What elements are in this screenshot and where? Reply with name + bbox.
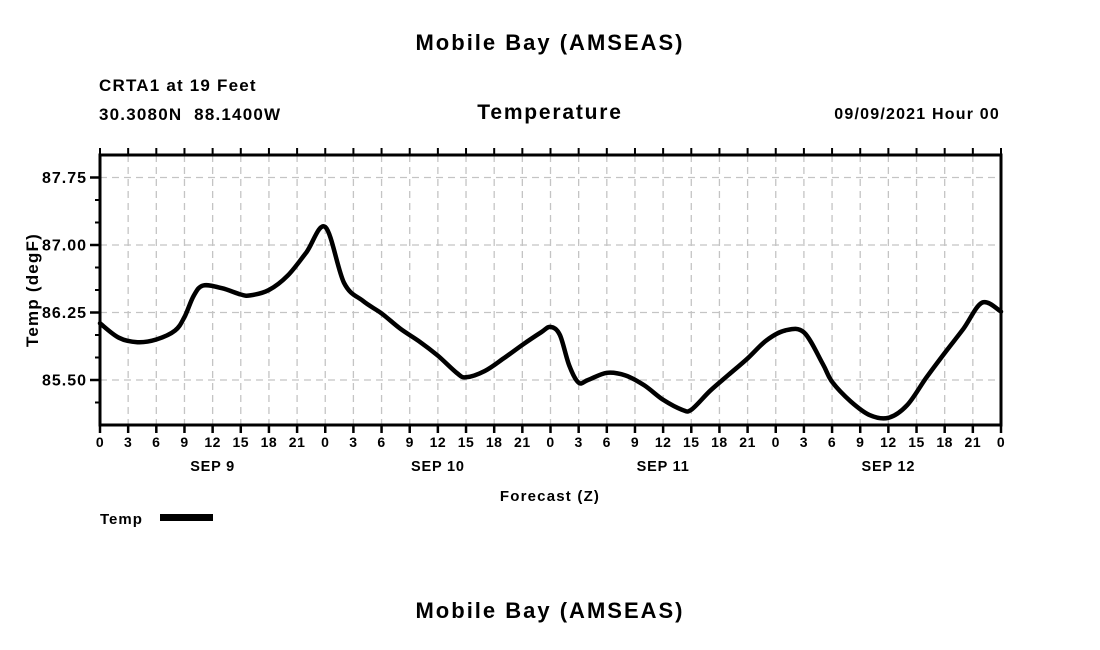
x-tick-label: 0 bbox=[546, 434, 555, 450]
x-tick-label: 18 bbox=[485, 434, 503, 450]
day-label: SEP 10 bbox=[411, 459, 465, 475]
y-tick-label: 87.75 bbox=[41, 170, 87, 187]
x-tick-label: 9 bbox=[630, 434, 640, 450]
x-tick-label: 0 bbox=[771, 434, 780, 450]
bottom-title: Mobile Bay (AMSEAS) bbox=[415, 598, 685, 623]
x-tick-label: 21 bbox=[964, 434, 982, 450]
legend bbox=[100, 511, 213, 528]
x-tick-label: 6 bbox=[152, 434, 161, 450]
x-tick-label: 0 bbox=[321, 434, 330, 450]
x-tick-label: 0 bbox=[95, 434, 105, 450]
x-tick-label: 18 bbox=[711, 434, 728, 450]
station-label: CRTA1 at 19 Feet bbox=[99, 76, 257, 95]
day-label: SEP 11 bbox=[636, 459, 690, 475]
x-tick-label: 15 bbox=[232, 434, 250, 450]
x-tick-label: 18 bbox=[936, 434, 953, 450]
y-tick-label: 85.50 bbox=[41, 372, 87, 390]
x-tick-label: 3 bbox=[799, 434, 809, 450]
y-tick-label: 87.00 bbox=[41, 237, 87, 255]
x-tick-label: 3 bbox=[349, 434, 358, 450]
y-tick-label: 86.25 bbox=[41, 305, 87, 322]
coordinates-label: 30.3080N 88.1400W bbox=[99, 105, 282, 124]
x-tick-label: 3 bbox=[124, 434, 133, 450]
x-tick-label: 9 bbox=[405, 434, 414, 450]
x-tick-label: 21 bbox=[514, 434, 531, 450]
day-label: SEP 12 bbox=[861, 459, 916, 475]
legend-line-swatch bbox=[160, 514, 213, 521]
x-tick-label: 21 bbox=[739, 434, 756, 450]
x-tick-label: 6 bbox=[377, 434, 386, 450]
x-tick-label: 15 bbox=[682, 434, 700, 450]
x-tick-label: 6 bbox=[602, 434, 611, 450]
x-axis-title: Forecast (Z) bbox=[499, 488, 601, 505]
x-tick-label: 12 bbox=[654, 434, 672, 450]
x-tick-label: 9 bbox=[856, 434, 865, 450]
legend-label: Temp bbox=[100, 511, 143, 528]
chart-title: Temperature bbox=[477, 101, 623, 124]
x-tick-label: 0 bbox=[996, 434, 1006, 450]
x-tick-label: 12 bbox=[880, 434, 897, 450]
x-tick-label: 12 bbox=[204, 434, 221, 450]
y-axis-title: Temp (degF) bbox=[23, 233, 42, 347]
x-tick-label: 9 bbox=[180, 434, 189, 450]
x-tick-label: 21 bbox=[288, 434, 306, 450]
x-tick-label: 6 bbox=[827, 434, 837, 450]
day-label: SEP 9 bbox=[190, 459, 236, 475]
run-datetime-label: 09/09/2021 Hour 00 bbox=[834, 106, 1000, 123]
plot-generated-layer bbox=[42, 148, 1005, 475]
x-tick-label: 18 bbox=[260, 434, 278, 450]
x-tick-label: 3 bbox=[574, 434, 583, 450]
x-tick-label: 12 bbox=[429, 434, 447, 450]
x-tick-label: 15 bbox=[457, 434, 475, 450]
x-tick-label: 15 bbox=[908, 434, 925, 450]
top-title: Mobile Bay (AMSEAS) bbox=[415, 30, 685, 55]
